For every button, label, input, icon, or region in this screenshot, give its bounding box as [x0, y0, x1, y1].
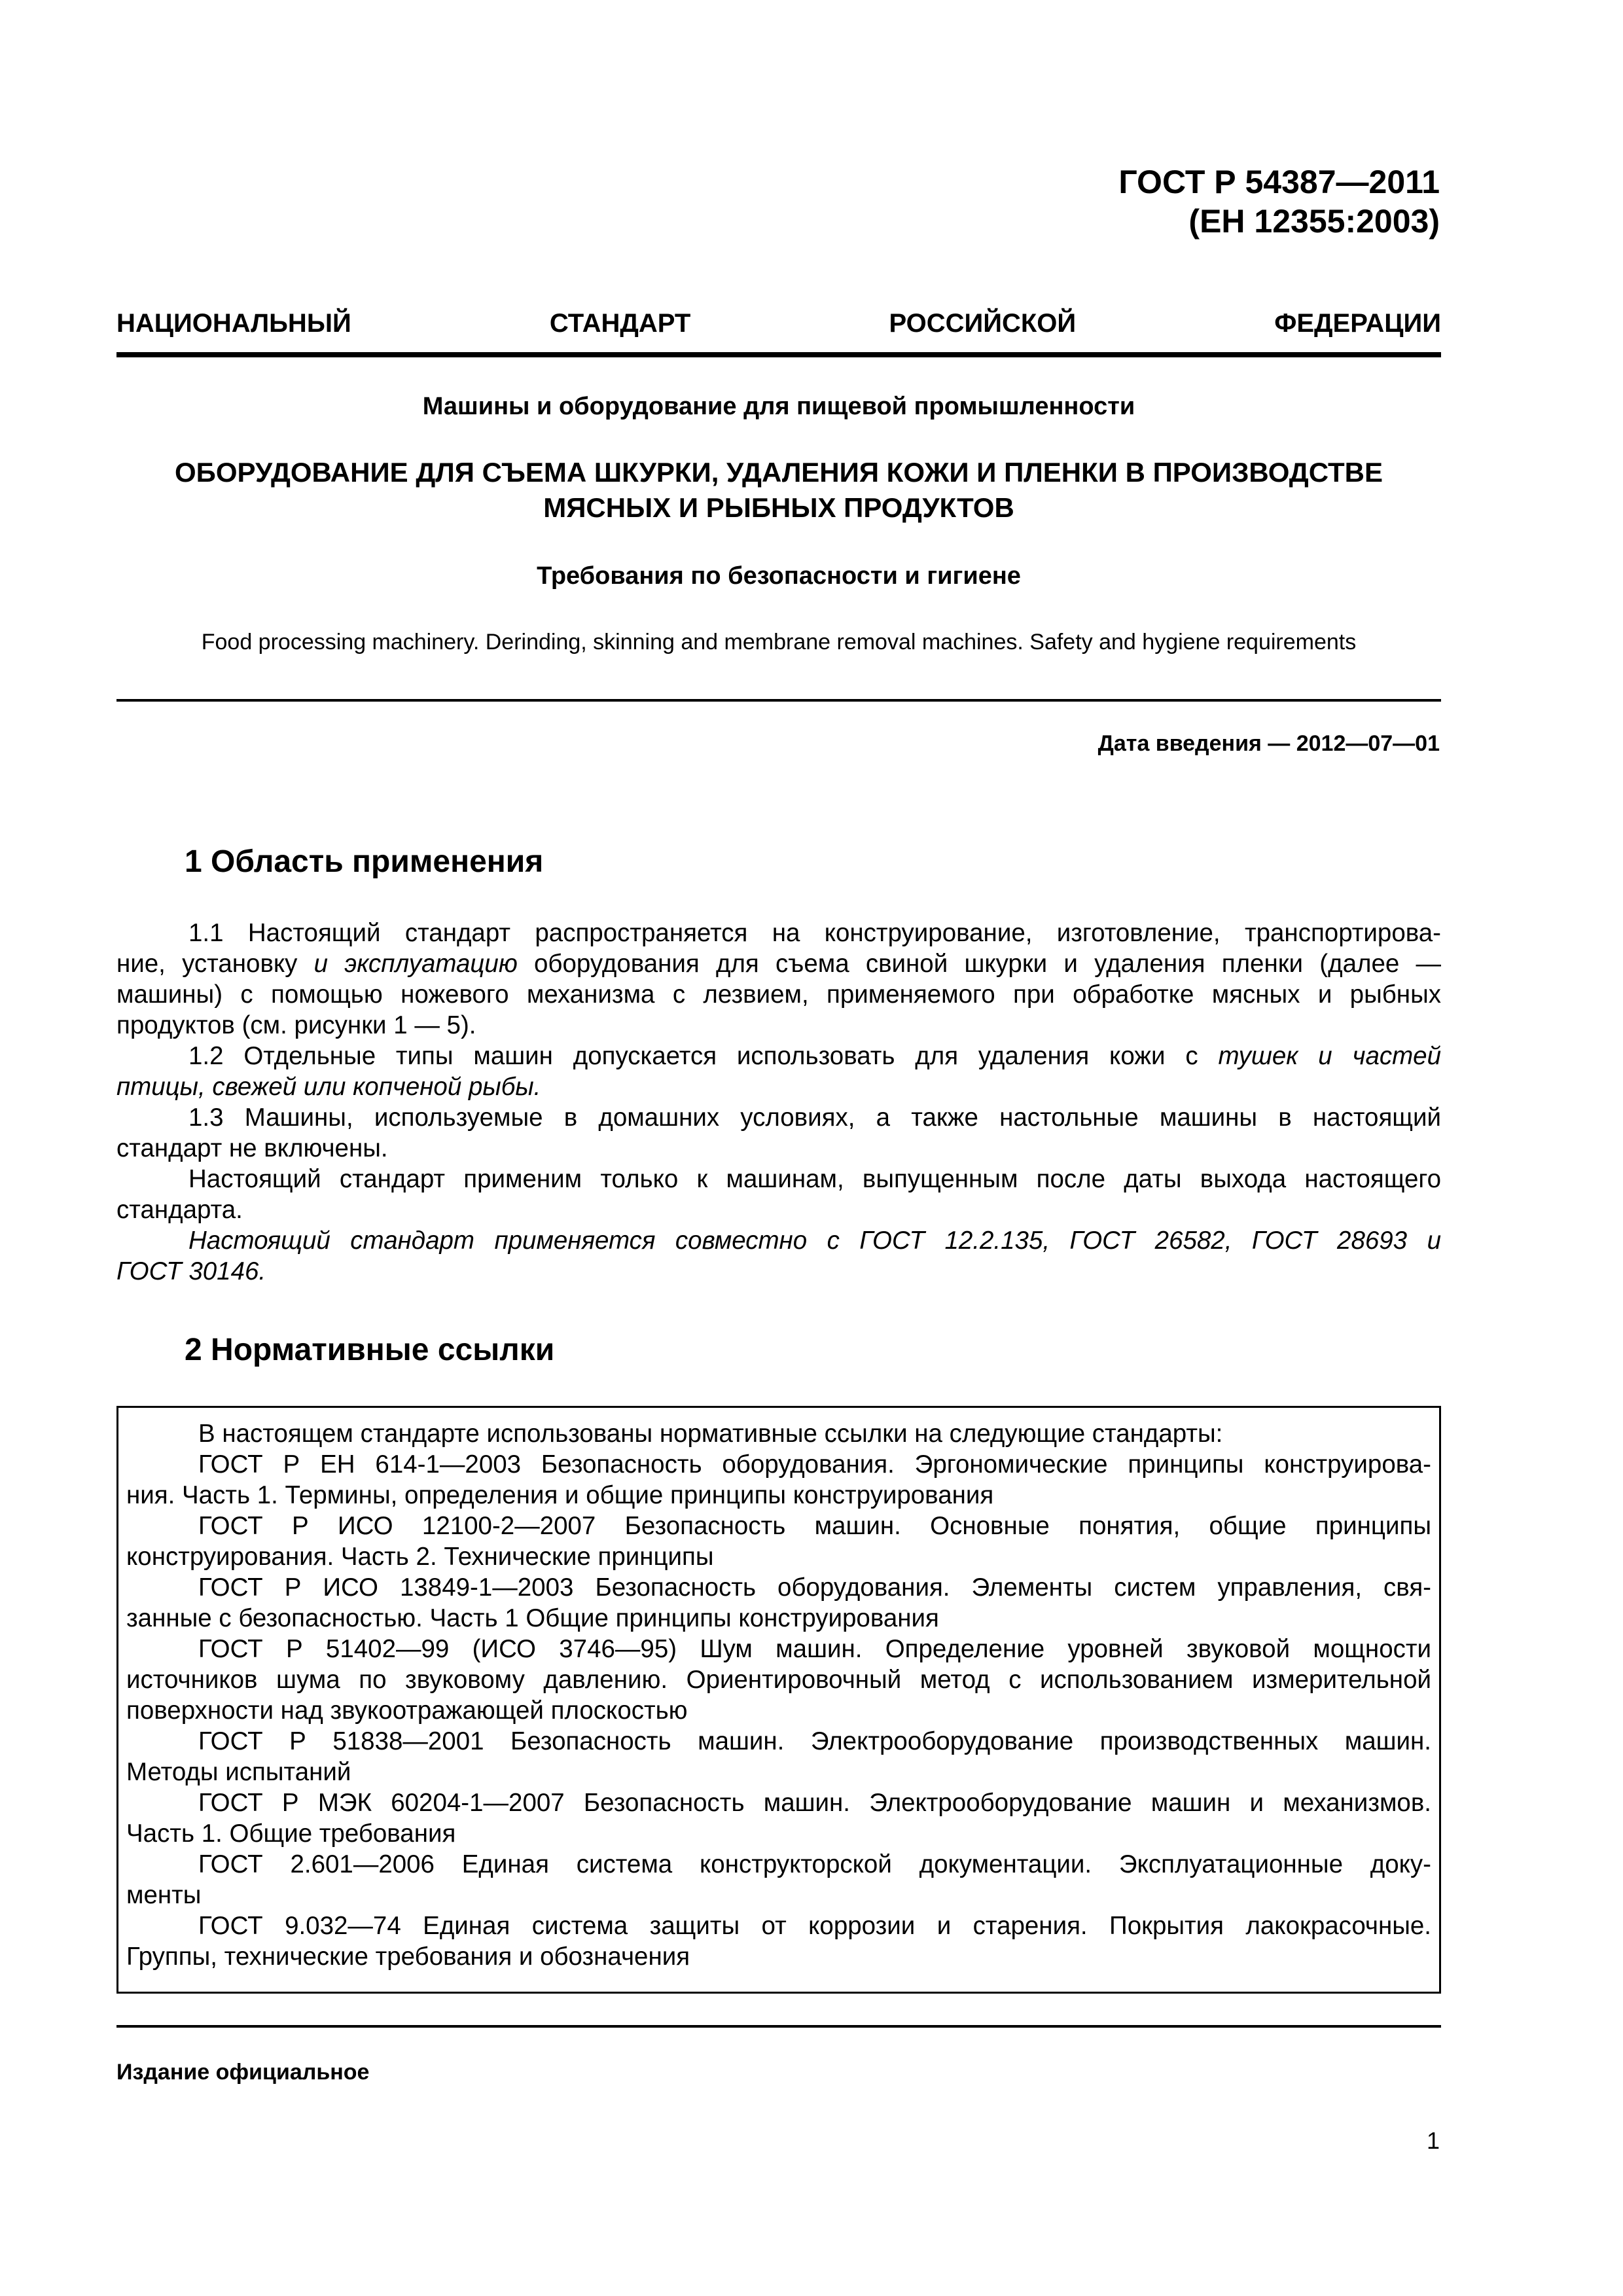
text-line [126, 1726, 1431, 1757]
document-number [1118, 162, 1440, 241]
main-title [116, 455, 1441, 526]
text-line [126, 1480, 1431, 1511]
text-line [116, 1041, 1441, 1071]
document-number-line: ГОСТ Р 54387—2011 [1118, 164, 1440, 200]
text-line [126, 1695, 1431, 1726]
section-body-scope [116, 918, 1441, 1287]
category-title: Машины и оборудование для пищевой промышленности [422, 393, 1135, 420]
italic-text: ГОСТ 30146. [116, 1257, 266, 1285]
page-number: 1 [1426, 2127, 1440, 2154]
text-line [116, 1164, 1441, 1194]
italic-text: тушек и частей [1218, 1042, 1442, 1070]
main-title-line: ОБОРУДОВАНИЕ ДЛЯ СЪЕМА ШКУРКИ, УДАЛЕНИЯ КОЖИ И ПЛЕНКИ В ПРОИЗВОДСТВЕ [174, 457, 1383, 488]
italic-text: и эксплуатацию [313, 950, 518, 978]
text-run: В настоящем стандарте использованы нормативные ссылки на следующие стандарты: [198, 1420, 1223, 1448]
text-run: продуктов (см. рисунки 1 — 5). [116, 1011, 476, 1039]
text-line [116, 1133, 1441, 1164]
text-line [126, 1941, 1431, 1972]
text-run: Настоящий стандарт применим только к машинам, выпущенным после даты выхода настоящего [188, 1165, 1441, 1193]
italic-text: Настоящий стандарт применяется совместно с ГОСТ 12.2.135, ГОСТ 26582, ГОСТ 28693 и [188, 1227, 1441, 1255]
text-line [126, 1787, 1431, 1818]
national-standard-title [116, 304, 1441, 343]
section-heading-references: 2 Нормативные ссылки [185, 1333, 555, 1367]
main-title-line: МЯСНЫХ И РЫБНЫХ ПРОДУКТОВ [543, 492, 1014, 523]
text-line [126, 1603, 1431, 1634]
text-line [116, 1102, 1441, 1133]
text-run: ние, установку [116, 950, 314, 978]
italic-text: птицы, свежей или копченой рыбы. [116, 1073, 541, 1101]
header-divider [116, 352, 1441, 357]
text-line [126, 1818, 1431, 1849]
text-line [126, 1664, 1431, 1695]
text-run: поверхности над звукоотражающей плоскостью [126, 1696, 688, 1725]
text-run: занные с безопасностью. Часть 1 Общие принципы конструирования [126, 1604, 939, 1632]
text-line [116, 1225, 1441, 1256]
title-divider [116, 699, 1441, 702]
requirements-subtitle: Требования по безопасности и гигиене [537, 562, 1021, 590]
text-run: источников шума по звуковому давлению. Ориентировочный метод с использованием измерительной [126, 1666, 1431, 1694]
text-run: стандарта. [116, 1196, 243, 1224]
footer-divider [116, 2025, 1441, 2028]
text-run: 1.1 Настоящий стандарт распространяется на конструирование, изготовление, транспортирова- [188, 919, 1441, 947]
text-run: стандарт не включены. [116, 1134, 388, 1162]
text-line [116, 1256, 1441, 1287]
text-run: ГОСТ Р 51402—99 (ИСО 3746—95) Шум машин. Определение уровней звуковой мощности [198, 1635, 1431, 1663]
text-line [126, 1910, 1431, 1941]
national-title-word: НАЦИОНАЛЬНЫЙ [116, 309, 351, 338]
text-run: оборудования для съема свиной шкурки и удаления пленки (далее — [517, 950, 1441, 978]
national-title-word: РОССИЙСКОЙ [889, 309, 1077, 338]
text-run: машины) с помощью ножевого механизма с лезвием, применяемого при обработке мясных и рыбных [116, 980, 1441, 1009]
text-run: ГОСТ Р ИСО 13849-1—2003 Безопасность оборудования. Элементы систем управления, свя- [198, 1573, 1431, 1602]
national-title-word: ФЕДЕРАЦИИ [1274, 309, 1441, 338]
english-title: Food processing machinery. Derinding, skinning and membrane removal machines. Safety and hygiene requirements [201, 630, 1357, 655]
text-run: 1.2 Отдельные типы машин допускается использовать для удаления кожи с [188, 1042, 1219, 1070]
text-run: ГОСТ 2.601—2006 Единая система конструкторской документации. Эксплуатационные доку- [198, 1850, 1431, 1878]
text-run: ГОСТ Р МЭК 60204-1—2007 Безопасность машин. Электрооборудование машин и механизмов. [198, 1789, 1431, 1817]
text-line [126, 1511, 1431, 1541]
section-heading-scope: 1 Область применения [185, 844, 544, 879]
text-run: ГОСТ Р ИСО 12100-2—2007 Безопасность машин. Основные понятия, общие принципы [198, 1512, 1431, 1540]
text-run: 1.3 Машины, используемые в домашних условиях, а также настольные машины в настоящий [188, 1103, 1441, 1132]
text-line [116, 1010, 1441, 1041]
text-line [116, 948, 1441, 979]
text-line [116, 1071, 1441, 1102]
text-line [116, 918, 1441, 948]
introduction-date: Дата введения — 2012—07—01 [1097, 731, 1440, 756]
document-number-line: (ЕН 12355:2003) [1188, 203, 1440, 240]
text-line [116, 1194, 1441, 1225]
text-run: Методы испытаний [126, 1758, 351, 1786]
text-line [126, 1572, 1431, 1603]
official-edition-label: Издание официальное [116, 2060, 370, 2085]
text-run: ГОСТ Р ЕН 614-1—2003 Безопасность оборудования. Эргономические принципы конструирова- [198, 1450, 1431, 1479]
text-line [126, 1634, 1431, 1664]
text-line [126, 1880, 1431, 1910]
text-line [116, 979, 1441, 1010]
text-line [126, 1541, 1431, 1572]
text-run: ГОСТ Р 51838—2001 Безопасность машин. Электрооборудование производственных машин. [198, 1727, 1431, 1755]
text-line [126, 1849, 1431, 1880]
text-line [126, 1418, 1431, 1449]
text-run: ГОСТ 9.032—74 Единая система защиты от коррозии и старения. Покрытия лакокрасочные. [198, 1912, 1431, 1940]
text-run: менты [126, 1881, 202, 1909]
text-line [126, 1757, 1431, 1787]
national-title-word: СТАНДАРТ [549, 309, 691, 338]
text-run: ния. Часть 1. Термины, определения и общие принципы конструирования [126, 1481, 994, 1509]
text-run: Группы, технические требования и обозначения [126, 1943, 690, 1971]
text-run: конструирования. Часть 2. Технические принципы [126, 1543, 714, 1571]
text-line [126, 1449, 1431, 1480]
text-run: Часть 1. Общие требования [126, 1820, 456, 1848]
references-box [116, 1406, 1441, 1994]
